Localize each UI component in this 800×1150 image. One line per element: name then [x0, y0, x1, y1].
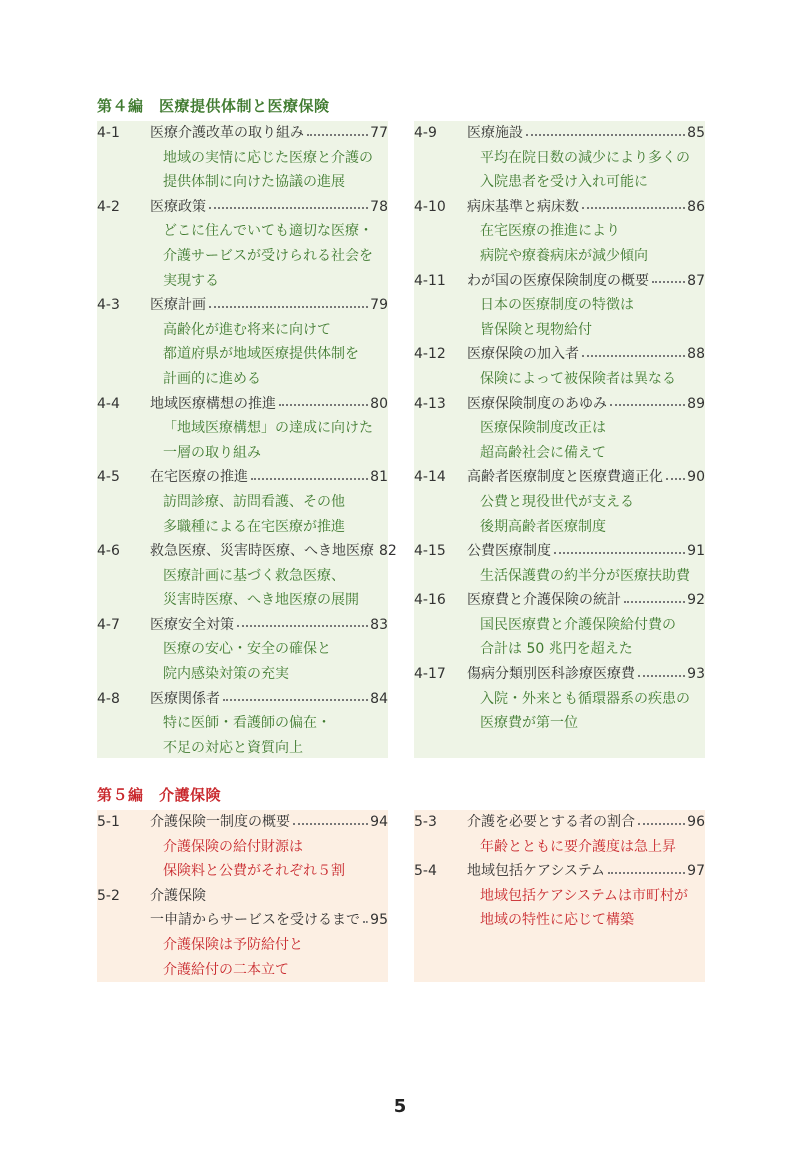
toc-entry[interactable] — [97, 687, 388, 761]
toc-entry-number: 5-4 — [414, 863, 437, 880]
toc-dot-leader — [608, 872, 685, 874]
toc-entry-subtitle: 病院や療養病床が減少傾向 — [480, 247, 648, 264]
toc-entry-subtitle-line — [414, 367, 705, 392]
toc-dot-leader — [307, 134, 368, 136]
toc-entry-number: 4-3 — [97, 297, 120, 314]
toc-entry-heading — [414, 121, 705, 146]
toc-dot-leader — [223, 699, 368, 701]
toc-entry-title-continued: 一申請からサービスを受けるまで — [150, 912, 360, 929]
toc-dot-leader — [638, 675, 685, 677]
toc-entry-subtitle-line — [414, 515, 705, 540]
toc-entry-title-row — [467, 588, 705, 613]
toc-entry-page[interactable]: 80 — [370, 395, 388, 412]
toc-entry-title: 地域医療構想の推進 — [150, 395, 276, 412]
toc-entry-heading-continued — [97, 908, 388, 933]
toc-entry-subtitle-line — [97, 933, 388, 958]
toc-entry-page[interactable]: 93 — [687, 666, 705, 683]
toc-entry-title-row — [150, 613, 388, 638]
toc-entry-subtitle-line — [414, 416, 705, 441]
toc-entry-subtitle: 入院患者を受け入れ可能に — [480, 174, 648, 191]
toc-entry-heading — [414, 195, 705, 220]
toc-entry-subtitle: 介護サービスが受けられる社会を — [163, 247, 373, 264]
toc-entry-subtitle: 特に医師・看護師の偏在・ — [163, 715, 331, 732]
toc-entry-title-row — [467, 465, 705, 490]
toc-entry[interactable] — [414, 539, 705, 588]
toc-entry-subtitle-line — [97, 958, 388, 983]
toc-dot-leader — [582, 207, 685, 209]
toc-entry-title: 救急医療、災害時医療、へき地医療 — [150, 543, 374, 560]
toc-entry-heading — [97, 392, 388, 417]
toc-entry-subtitle: 生活保護費の約半分が医療扶助費 — [480, 567, 690, 584]
toc-entry-heading — [414, 810, 705, 835]
toc-entry-page[interactable]: 77 — [370, 125, 388, 141]
toc-entry-subtitle: 日本の医療制度の特徴は — [480, 297, 634, 314]
toc-entry[interactable] — [414, 269, 705, 343]
toc-entry-page[interactable]: 78 — [370, 198, 388, 215]
toc-dot-leader — [638, 823, 685, 825]
toc-dot-leader — [610, 404, 685, 406]
toc-entry-subtitle: 高齢化が進む将来に向けて — [163, 321, 331, 338]
toc-entry-page[interactable]: 87 — [687, 272, 705, 289]
toc-entry-title: 在宅医療の推進 — [150, 469, 248, 486]
toc-dot-leader — [293, 823, 368, 825]
toc-entry-subtitle-line — [414, 244, 705, 269]
section-5-left-column — [97, 810, 388, 982]
toc-entry-number: 5-3 — [414, 814, 437, 830]
toc-entry-title-row — [467, 539, 705, 564]
toc-entry-title-row — [150, 810, 388, 835]
toc-dot-leader — [279, 404, 368, 406]
toc-entry-number: 4-12 — [414, 346, 446, 363]
toc-entry-title: 公費医療制度 — [467, 543, 551, 560]
toc-entry-title-row — [467, 859, 705, 884]
toc-entry-title: 医療政策 — [150, 198, 206, 215]
toc-entry-heading — [97, 121, 388, 146]
toc-entry-heading — [97, 884, 388, 909]
toc-entry-subtitle-line — [414, 613, 705, 638]
toc-entry-title-row — [467, 392, 705, 417]
toc-entry-subtitle-line — [414, 490, 705, 515]
toc-entry-page[interactable]: 79 — [370, 297, 388, 314]
toc-entry-subtitle: 実現する — [163, 272, 219, 289]
toc-dot-leader — [237, 625, 368, 627]
toc-entry-heading — [97, 810, 388, 835]
toc-entry-subtitle-line — [97, 219, 388, 244]
toc-entry-title: 介護保険 — [150, 887, 206, 904]
toc-entry-subtitle-line — [414, 835, 705, 860]
toc-entry-number: 4-14 — [414, 469, 446, 486]
section-4 — [97, 95, 705, 758]
toc-dot-leader — [363, 921, 368, 923]
toc-entry-title: 医療保険の加入者 — [467, 346, 579, 363]
toc-entry-title-row — [467, 269, 705, 294]
toc-entry-heading — [414, 859, 705, 884]
toc-entry-number: 4-9 — [414, 125, 437, 141]
toc-entry-subtitle-line — [414, 170, 705, 195]
toc-entry-number: 4-6 — [97, 543, 120, 560]
toc-entry-number: 4-15 — [414, 543, 446, 560]
toc-entry[interactable] — [414, 342, 705, 391]
section-4-left-column — [97, 121, 397, 758]
toc-entry-subtitle: 後期高齢者医療制度 — [480, 518, 606, 535]
toc-entry-number: 4-7 — [97, 616, 120, 633]
toc-entry-page[interactable]: 88 — [687, 346, 705, 363]
toc-entry[interactable] — [414, 588, 705, 662]
toc-dot-leader — [652, 281, 685, 283]
toc-entry-page[interactable]: 92 — [687, 592, 705, 609]
toc-entry-subtitle-line — [97, 146, 388, 171]
toc-entry-heading — [97, 539, 397, 564]
toc-entry[interactable] — [414, 810, 705, 859]
toc-entry-title-row — [150, 195, 388, 220]
toc-entry-subtitle: 訪問診療、訪問看護、その他 — [163, 493, 345, 510]
toc-entry-page[interactable]: 90 — [687, 469, 705, 486]
toc-entry-number: 4-11 — [414, 272, 446, 289]
toc-entry-heading — [97, 613, 388, 638]
toc-entry[interactable] — [97, 465, 388, 539]
toc-entry-number: 4-5 — [97, 469, 120, 486]
toc-entry-subtitle: 超高齢社会に備えて — [480, 444, 606, 461]
section-4-right-column — [414, 121, 705, 758]
toc-entry-title: 医療保険制度のあゆみ — [467, 395, 607, 412]
toc-entry[interactable] — [414, 662, 705, 736]
toc-dot-leader — [666, 478, 685, 480]
toc-entry-heading — [414, 342, 705, 367]
section-4-title: 第４編 医療提供体制と医療保険 — [97, 97, 330, 115]
toc-entry-subtitle-line — [414, 146, 705, 171]
toc-entry-heading — [414, 465, 705, 490]
toc-entry-number: 4-10 — [414, 198, 446, 215]
toc-entry-page[interactable]: 89 — [687, 395, 705, 412]
toc-entry-subtitle: 提供体制に向けた協議の進展 — [163, 174, 345, 191]
toc-entry-subtitle: 災害時医療、へき地医療の展開 — [163, 592, 359, 609]
section-5 — [97, 784, 705, 982]
toc-entry[interactable] — [97, 810, 388, 884]
toc-entry-subtitle: 地域の特性に応じて構築 — [480, 912, 634, 929]
toc-entry-number: 4-4 — [97, 395, 120, 412]
toc-entry-page[interactable]: 91 — [687, 543, 705, 560]
section-5-right-column — [414, 810, 705, 982]
toc-entry-page[interactable]: 97 — [687, 863, 705, 880]
toc-dot-leader — [251, 478, 368, 480]
toc-entry-subtitle-line — [414, 318, 705, 343]
toc-entry-number: 4-16 — [414, 592, 446, 609]
toc-entry-subtitle-line — [97, 342, 388, 367]
toc-entry-subtitle-line — [414, 219, 705, 244]
toc-entry[interactable] — [97, 293, 388, 391]
toc-entry-heading — [97, 293, 388, 318]
toc-entry-number: 4-2 — [97, 198, 120, 215]
toc-entry-subtitle: 保険によって被保険者は異なる — [480, 370, 676, 387]
toc-entry-title-row — [150, 539, 397, 564]
toc-entry-page[interactable]: 94 — [370, 814, 388, 830]
toc-entry-heading — [414, 662, 705, 687]
toc-entry-heading — [414, 588, 705, 613]
toc-entry-subtitle: 合計は 50 兆円を超えた — [480, 641, 633, 658]
toc-entry-page[interactable]: 96 — [687, 814, 705, 830]
toc-entry-subtitle: 都道府県が地域医療提供体制を — [163, 346, 359, 363]
toc-entry-title-row — [467, 195, 705, 220]
page-number: 5 — [393, 1096, 407, 1117]
toc-entry-title-row — [467, 810, 705, 835]
toc-entry-subtitle-line — [414, 711, 705, 736]
toc-entry-subtitle-line — [97, 490, 388, 515]
toc-dot-leader — [624, 601, 685, 603]
toc-entry-number: 5-1 — [97, 814, 120, 830]
toc-entry-page[interactable]: 83 — [370, 616, 388, 633]
toc-entry-subtitle-line — [97, 244, 388, 269]
toc-entry-page[interactable]: 82 — [379, 543, 397, 560]
toc-entry-subtitle: 院内感染対策の充実 — [163, 666, 289, 683]
toc-entry-subtitle: 医療保険制度改正は — [480, 420, 606, 437]
toc-entry-heading — [414, 539, 705, 564]
toc-entry-number: 4-1 — [97, 125, 120, 141]
toc-entry-page[interactable]: 85 — [687, 125, 705, 141]
toc-entry-subtitle-line — [414, 687, 705, 712]
toc-entry-page[interactable]: 84 — [370, 690, 388, 707]
toc-entry-title-row — [150, 884, 388, 909]
toc-entry-subtitle-line — [414, 908, 705, 933]
toc-entry-number: 5-2 — [97, 887, 120, 904]
toc-entry-subtitle-line — [414, 293, 705, 318]
toc-entry-subtitle: 「地域医療構想」の達成に向けた — [163, 420, 373, 437]
toc-entry-subtitle: 保険料と公費がそれぞれ５割 — [163, 863, 345, 880]
toc-entry[interactable] — [97, 884, 388, 982]
toc-dot-leader — [209, 207, 368, 209]
toc-entry-title: 医療費と介護保険の統計 — [467, 592, 621, 609]
toc-entry-subtitle-line — [97, 835, 388, 860]
toc-entry-title: 介護を必要とする者の割合 — [467, 814, 635, 830]
toc-entry-page[interactable]: 86 — [687, 198, 705, 215]
toc-entry-subtitle: 平均在院日数の減少により多くの — [480, 149, 690, 166]
toc-entry-subtitle-line — [97, 441, 388, 466]
toc-entry-subtitle-line — [97, 170, 388, 195]
toc-entry-title-row — [150, 293, 388, 318]
toc-entry-subtitle: 介護保険の給付財源は — [163, 838, 303, 855]
toc-entry-title: わが国の医療保険制度の概要 — [467, 272, 649, 289]
toc-entry-number: 4-17 — [414, 666, 446, 683]
toc-entry-subtitle: 一層の取り組み — [163, 444, 261, 461]
toc-entry-subtitle-line — [97, 564, 388, 589]
toc-entry-title: 医療安全対策 — [150, 616, 234, 633]
toc-entry-subtitle-line — [414, 637, 705, 662]
toc-entry[interactable] — [97, 539, 397, 613]
toc-entry-subtitle: 介護給付の二本立て — [163, 961, 289, 978]
toc-entry[interactable] — [97, 195, 388, 293]
toc-entry-page[interactable]: 81 — [370, 469, 388, 486]
toc-entry-subtitle-line — [97, 416, 388, 441]
toc-entry-subtitle-line — [97, 367, 388, 392]
toc-entry-heading — [97, 195, 388, 220]
toc-entry[interactable] — [414, 859, 705, 933]
toc-entry[interactable] — [414, 465, 705, 539]
toc-entry-title-row — [467, 121, 705, 146]
toc-entry-subtitle-line — [97, 318, 388, 343]
toc-entry-title: 医療介護改革の取り組み — [150, 125, 304, 141]
toc-entry-subtitle: 公費と現役世代が支える — [480, 493, 634, 510]
toc-dot-leader — [582, 355, 685, 357]
toc-entry-subtitle: 皆保険と現物給付 — [480, 321, 592, 338]
toc-entry-subtitle: 年齢とともに要介護度は急上昇 — [480, 838, 676, 855]
toc-entry-subtitle: 医療の安心・安全の確保と — [163, 641, 331, 658]
toc-entry-subtitle: 地域包括ケアシステムは市町村が — [480, 887, 689, 904]
toc-entry-title-row — [150, 465, 388, 490]
toc-entry-subtitle-line — [97, 269, 388, 294]
toc-dot-leader — [526, 134, 685, 136]
toc-entry-title: 医療関係者 — [150, 690, 220, 707]
toc-entry[interactable] — [414, 121, 705, 195]
toc-entry-subtitle: 地域の実情に応じた医療と介護の — [163, 149, 373, 166]
toc-entry-subtitle-line — [97, 588, 388, 613]
section-4-columns — [97, 121, 705, 758]
toc-entry-subtitle-line — [97, 662, 388, 687]
toc-entry-subtitle: 医療費が第一位 — [480, 715, 578, 732]
toc-entry-number: 4-8 — [97, 690, 120, 707]
toc-entry-title: 高齢者医療制度と医療費適正化 — [467, 469, 663, 486]
toc-entry-title-row — [150, 121, 388, 146]
toc-entry[interactable] — [97, 392, 388, 466]
toc-entry-subtitle: 在宅医療の推進により — [480, 223, 620, 240]
toc-entry-subtitle-line — [97, 515, 388, 540]
toc-entry-subtitle: 不足の対応と資質向上 — [163, 739, 303, 756]
toc-entry-subtitle-line — [97, 736, 388, 761]
toc-entry-subtitle: 国民医療費と介護保険給付費の — [480, 616, 676, 633]
toc-entry-title: 医療施設 — [467, 125, 523, 141]
toc-entry-page[interactable]: 95 — [370, 912, 388, 929]
toc-entry-title-row — [150, 392, 388, 417]
toc-entry-title-row — [467, 342, 705, 367]
toc-entry-title: 地域包括ケアシステム — [467, 863, 606, 880]
toc-entry-subtitle-line — [97, 637, 388, 662]
toc-entry-subtitle: 介護保険は予防給付と — [163, 936, 303, 953]
toc-entry-heading — [97, 465, 388, 490]
toc-entry-title: 医療計画 — [150, 297, 206, 314]
section-5-title: 第５編 介護保険 — [97, 786, 222, 804]
toc-entry-subtitle: 計画的に進める — [163, 370, 261, 387]
toc-entry-heading — [414, 392, 705, 417]
section-5-columns — [97, 810, 705, 982]
toc-entry-number: 4-13 — [414, 395, 446, 412]
toc-entry-title-row — [150, 687, 388, 712]
toc-entry-subtitle-line — [97, 711, 388, 736]
toc-entry[interactable] — [97, 613, 388, 687]
toc-entry-heading — [414, 269, 705, 294]
toc-entry-subtitle-line — [414, 441, 705, 466]
toc-entry-title: 傷病分類別医科診療医療費 — [467, 666, 635, 683]
toc-entry-title-row — [150, 908, 388, 933]
toc-entry-title: 病床基準と病床数 — [467, 198, 579, 215]
toc-entry-subtitle-line — [414, 564, 705, 589]
toc-dot-leader — [209, 306, 368, 308]
toc-dot-leader — [554, 552, 685, 554]
toc-entry-subtitle: 多職種による在宅医療が推進 — [163, 518, 345, 535]
toc-entry[interactable] — [414, 392, 705, 466]
toc-entry-heading — [97, 687, 388, 712]
toc-entry-subtitle: 入院・外来とも循環器系の疾患の — [480, 690, 690, 707]
toc-entry-subtitle: どこに住んでいても適切な医療・ — [163, 223, 373, 240]
toc-entry-subtitle-line — [97, 859, 388, 884]
toc-entry[interactable] — [97, 121, 388, 195]
toc-entry-title-row — [467, 662, 705, 687]
toc-entry-subtitle-line — [414, 884, 705, 909]
toc-entry-title: 介護保険一制度の概要 — [150, 814, 290, 830]
toc-entry[interactable] — [414, 195, 705, 269]
toc-entry-subtitle: 医療計画に基づく救急医療、 — [163, 567, 345, 584]
